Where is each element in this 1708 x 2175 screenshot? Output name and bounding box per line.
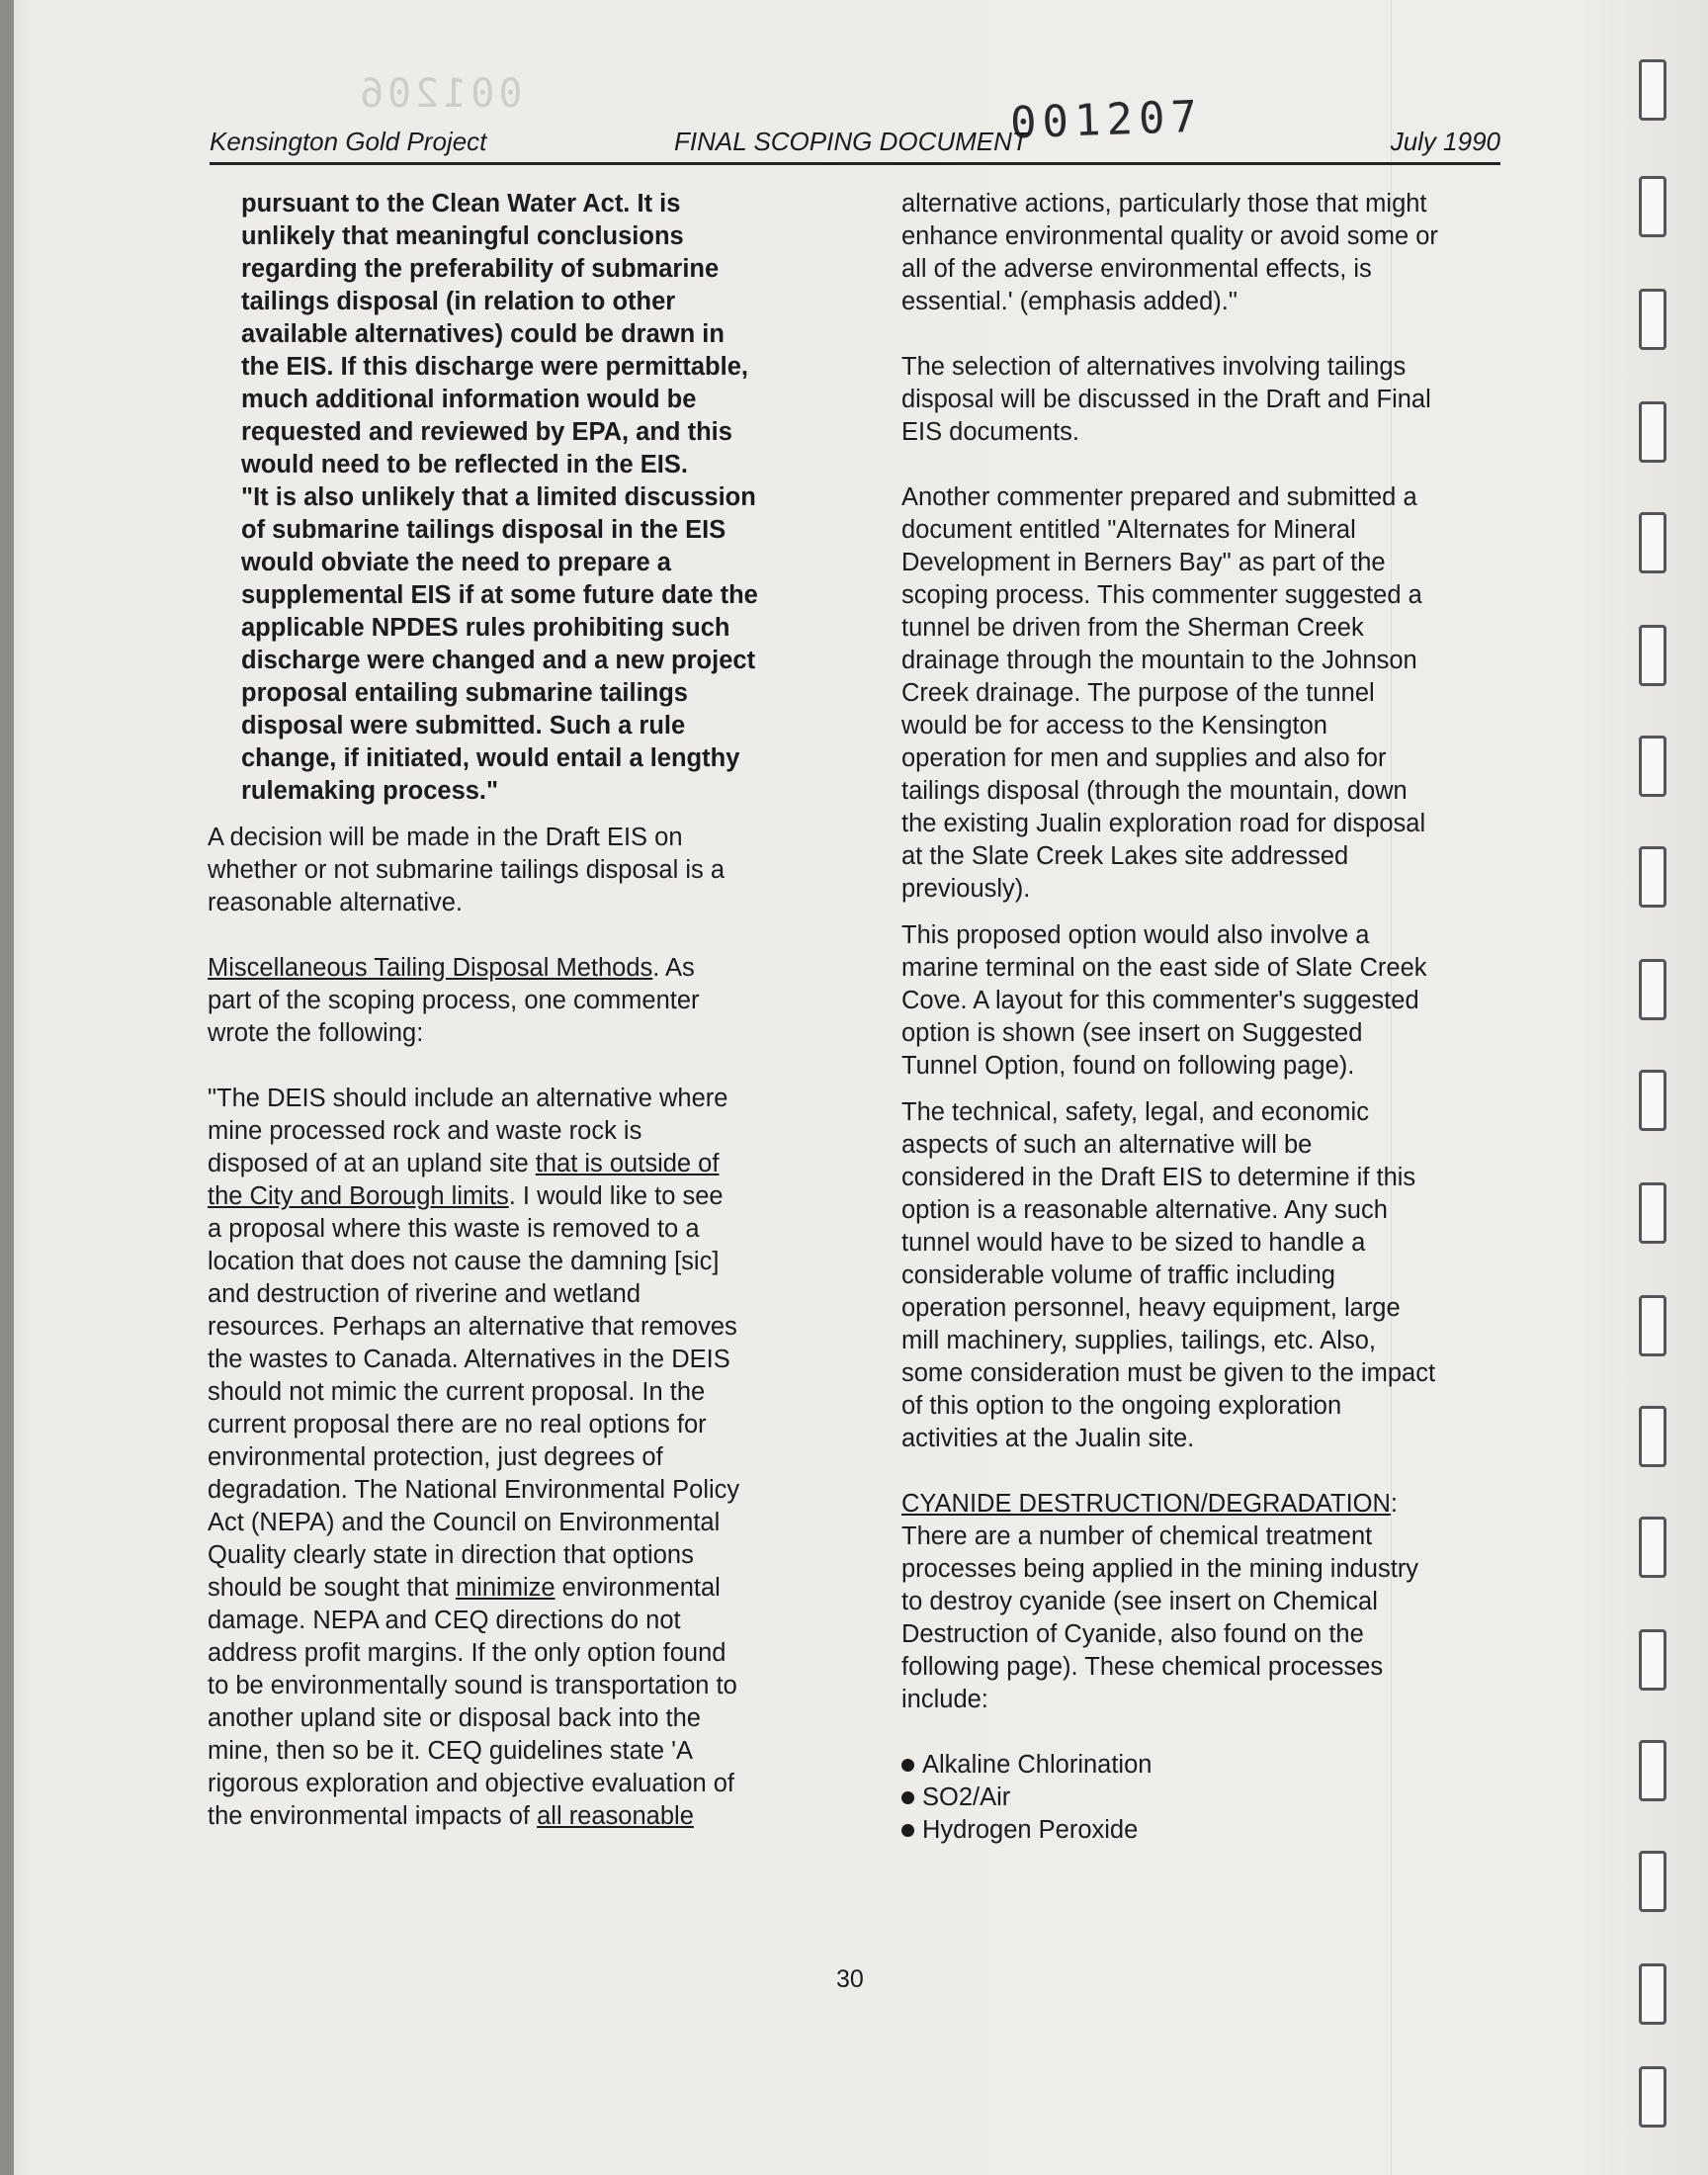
text-line: Quality clearly state in direction that options	[208, 1541, 694, 1569]
text-span: should be sought that	[208, 1574, 456, 1602]
text-line: rigorous exploration and objective evaluation of	[208, 1770, 735, 1797]
page-header	[210, 123, 1500, 165]
text-line: tailings disposal (through the mountain, down	[901, 777, 1408, 805]
text-line: should not mimic the current proposal. In the	[208, 1378, 706, 1406]
binder-hole	[1639, 59, 1666, 121]
text-line: disposal will be discussed in the Draft and Final	[901, 386, 1431, 413]
underlined-text: that is outside of	[535, 1150, 720, 1177]
text-line: operation for men and supplies and also for	[901, 744, 1387, 772]
cyanide-heading: CYANIDE DESTRUCTION/DEGRADATION	[901, 1490, 1391, 1518]
quote-block-2	[208, 481, 811, 808]
binder-hole	[1639, 1851, 1666, 1912]
another-commenter-paragraph	[901, 481, 1504, 906]
text-line: degradation. The National Environmental Policy	[208, 1476, 740, 1504]
text-line: A decision will be made in the Draft EIS on	[208, 824, 683, 851]
text-line: the wastes to Canada. Alternatives in the DEIS	[208, 1346, 730, 1373]
text-line: The technical, safety, legal, and economic	[901, 1098, 1369, 1126]
text-line: enhance environmental quality or avoid some or	[901, 222, 1438, 250]
text-line: Act (NEPA) and the Council on Environmental	[208, 1509, 721, 1536]
text-line: would obviate the need to prepare a	[241, 549, 671, 576]
binder-hole	[1639, 512, 1666, 573]
text-line: aspects of such an alternative will be	[901, 1131, 1313, 1159]
text-line	[901, 1488, 1504, 1521]
page-number: 30	[836, 1965, 864, 1993]
text-line: supplemental EIS if at some future date the	[241, 581, 758, 609]
underlined-text: the City and Borough limits	[208, 1182, 509, 1210]
text-line: of submarine tailings disposal in the EIS	[241, 516, 726, 544]
text-line	[208, 1800, 811, 1833]
binder-hole	[1639, 1740, 1666, 1801]
text-line: damage. NEPA and CEQ directions do not	[208, 1607, 681, 1634]
text-line: applicable NPDES rules prohibiting such	[241, 614, 730, 642]
binder-hole	[1639, 1070, 1666, 1131]
binder-hole	[1639, 736, 1666, 797]
text-line: include:	[901, 1686, 988, 1713]
binder-hole	[1639, 625, 1666, 686]
binder-hole	[1639, 1295, 1666, 1356]
text-span: . I would like to see	[508, 1182, 724, 1210]
binder-hole	[1639, 1629, 1666, 1691]
text-line: discharge were changed and a new project	[241, 647, 756, 674]
text-span: environmental	[555, 1574, 721, 1602]
text-span: :	[1390, 1490, 1399, 1518]
binder-holes	[1639, 59, 1668, 2135]
text-line: considered in the Draft EIS to determine if this	[901, 1164, 1416, 1191]
text-line: would need to be reflected in the EIS.	[241, 451, 688, 478]
binder-hole	[1639, 401, 1666, 463]
text-line: proposal entailing submarine tailings	[241, 679, 688, 707]
text-line: the EIS. If this discharge were permittable,	[241, 353, 748, 381]
text-line: essential.' (emphasis added)."	[901, 288, 1238, 315]
text-line: drainage through the mountain to the Johnson	[901, 647, 1417, 674]
text-line: Tunnel Option, found on following page).	[901, 1052, 1355, 1080]
text-line: EIS documents.	[901, 418, 1080, 446]
binder-hole	[1639, 1517, 1666, 1578]
underlined-text: minimize	[455, 1574, 555, 1602]
misc-disposal-heading: Miscellaneous Tailing Disposal Methods	[208, 954, 653, 982]
list-item-label: Alkaline Chlorination	[922, 1751, 1153, 1779]
process-bullet-list	[901, 1749, 1504, 1847]
text-line: and destruction of riverine and wetland	[208, 1280, 641, 1308]
text-line: available alternatives) could be drawn in	[241, 320, 725, 348]
text-line: to destroy cyanide (see insert on Chemical	[901, 1588, 1378, 1615]
text-line: Cove. A layout for this commenter's suggested	[901, 987, 1419, 1014]
faint-stamp-number: 001206	[356, 71, 523, 117]
text-span: . As	[652, 954, 695, 982]
text-line: unlikely that meaningful conclusions	[241, 222, 684, 250]
text-line: Creek drainage. The purpose of the tunnel	[901, 679, 1375, 707]
binder-hole	[1639, 959, 1666, 1020]
list-item	[901, 1749, 1504, 1782]
cyanide-paragraph	[901, 1488, 1504, 1716]
text-line: "It is also unlikely that a limited discussion	[241, 483, 756, 511]
text-line: tailings disposal (in relation to other	[241, 288, 676, 315]
list-item	[901, 1814, 1504, 1847]
text-line: environmental protection, just degrees of	[208, 1443, 663, 1471]
text-line: There are a number of chemical treatment	[901, 1522, 1373, 1550]
text-line: option is a reasonable alternative. Any such	[901, 1196, 1388, 1224]
text-line: tunnel be driven from the Sherman Creek	[901, 614, 1364, 642]
text-line: reasonable alternative.	[208, 889, 464, 916]
text-line: of this option to the ongoing exploration	[901, 1392, 1342, 1420]
text-line: option is shown (see insert on Suggested	[901, 1019, 1363, 1047]
text-line: processes being applied in the mining industry	[901, 1555, 1419, 1583]
text-line: mine, then so be it. CEQ guidelines state 'A	[208, 1737, 694, 1765]
text-line: alternative actions, particularly those that might	[901, 190, 1427, 218]
text-line: all of the adverse environmental effects, is	[901, 255, 1372, 283]
bullet-icon	[901, 1824, 914, 1837]
binder-hole	[1639, 289, 1666, 350]
text-line: current proposal there are no real options for	[208, 1411, 707, 1438]
misc-disposal-paragraph	[208, 952, 811, 1050]
text-line: the existing Jualin exploration road for disposal	[901, 810, 1426, 837]
right-column	[901, 188, 1504, 1847]
text-line: following page). These chemical processes	[901, 1653, 1384, 1681]
text-line	[208, 1148, 811, 1180]
text-line: change, if initiated, would entail a lengthy	[241, 744, 740, 772]
binder-hole	[1639, 846, 1666, 908]
text-line: The selection of alternatives involving tailings	[901, 353, 1407, 381]
text-line: whether or not submarine tailings disposal is a	[208, 856, 726, 884]
text-line: some consideration must be given to the impact	[901, 1359, 1436, 1387]
binder-hole	[1639, 1182, 1666, 1244]
stamp-number: 001207	[1009, 91, 1204, 149]
text-line: a proposal where this waste is removed to a	[208, 1215, 700, 1243]
proposed-option-paragraph	[901, 919, 1504, 1083]
text-line: This proposed option would also involve a	[901, 921, 1370, 949]
header-project: Kensington Gold Project	[210, 127, 487, 156]
binder-hole	[1639, 1406, 1666, 1467]
text-line: to be environmentally sound is transportation to	[208, 1672, 737, 1699]
text-line	[208, 1572, 811, 1605]
decision-paragraph	[208, 822, 811, 919]
scan-edge	[0, 0, 14, 2175]
text-line: Another commenter prepared and submitted a	[901, 483, 1417, 511]
bullet-icon	[901, 1791, 914, 1804]
binder-hole	[1639, 2066, 1666, 2128]
text-line: considerable volume of traffic including	[901, 1262, 1335, 1289]
text-line: resources. Perhaps an alternative that removes	[208, 1313, 737, 1341]
text-line: requested and reviewed by EPA, and this	[241, 418, 732, 446]
text-line: mill machinery, supplies, tailings, etc. Also,	[901, 1327, 1376, 1354]
selection-paragraph	[901, 351, 1504, 449]
text-line: tunnel would have to be sized to handle a	[901, 1229, 1366, 1257]
text-line: rulemaking process."	[241, 777, 499, 805]
technical-paragraph	[901, 1096, 1504, 1455]
text-span: the environmental impacts of	[208, 1802, 538, 1830]
binder-hole	[1639, 176, 1666, 237]
text-line: Development in Berners Bay" as part of the	[901, 549, 1386, 576]
text-line: regarding the preferability of submarine	[241, 255, 720, 283]
text-line: part of the scoping process, one commenter	[208, 987, 700, 1014]
continuation-paragraph	[901, 188, 1504, 318]
text-line: wrote the following:	[208, 1019, 424, 1047]
deis-quote-paragraph	[208, 1083, 811, 1833]
list-item	[901, 1782, 1504, 1814]
header-date: July 1990	[1390, 127, 1500, 156]
text-line: at the Slate Creek Lakes site addressed	[901, 842, 1349, 870]
text-line: pursuant to the Clean Water Act. It is	[241, 190, 681, 218]
text-line: document entitled "Alternates for Mineral	[901, 516, 1356, 544]
text-line: another upland site or disposal back into the	[208, 1704, 701, 1732]
text-line: Destruction of Cyanide, also found on the	[901, 1620, 1364, 1648]
left-column	[208, 188, 811, 1833]
text-line	[208, 1180, 811, 1213]
text-line: mine processed rock and waste rock is	[208, 1117, 642, 1145]
list-item-label: Hydrogen Peroxide	[922, 1816, 1139, 1844]
bullet-icon	[901, 1759, 914, 1772]
text-line: marine terminal on the east side of Slate Creek	[901, 954, 1427, 982]
text-line: previously).	[901, 875, 1031, 903]
quote-block-1	[208, 188, 811, 481]
list-item-label: SO2/Air	[922, 1784, 1011, 1811]
text-line: address profit margins. If the only option found	[208, 1639, 726, 1667]
text-line: operation personnel, heavy equipment, large	[901, 1294, 1401, 1322]
text-line: location that does not cause the damning [sic]	[208, 1248, 720, 1275]
text-line: "The DEIS should include an alternative where	[208, 1085, 728, 1112]
binder-hole	[1639, 1963, 1666, 2025]
header-document-title: FINAL SCOPING DOCUMENT	[674, 127, 1028, 156]
text-line: would be for access to the Kensington	[901, 712, 1327, 740]
underlined-text: all reasonable	[537, 1802, 694, 1830]
text-line: much additional information would be	[241, 386, 697, 413]
text-span: disposed of at an upland site	[208, 1150, 536, 1177]
text-line: disposal were submitted. Such a rule	[241, 712, 686, 740]
text-line: activities at the Jualin site.	[901, 1425, 1195, 1452]
text-line: scoping process. This commenter suggested a	[901, 581, 1422, 609]
text-line	[208, 952, 811, 985]
